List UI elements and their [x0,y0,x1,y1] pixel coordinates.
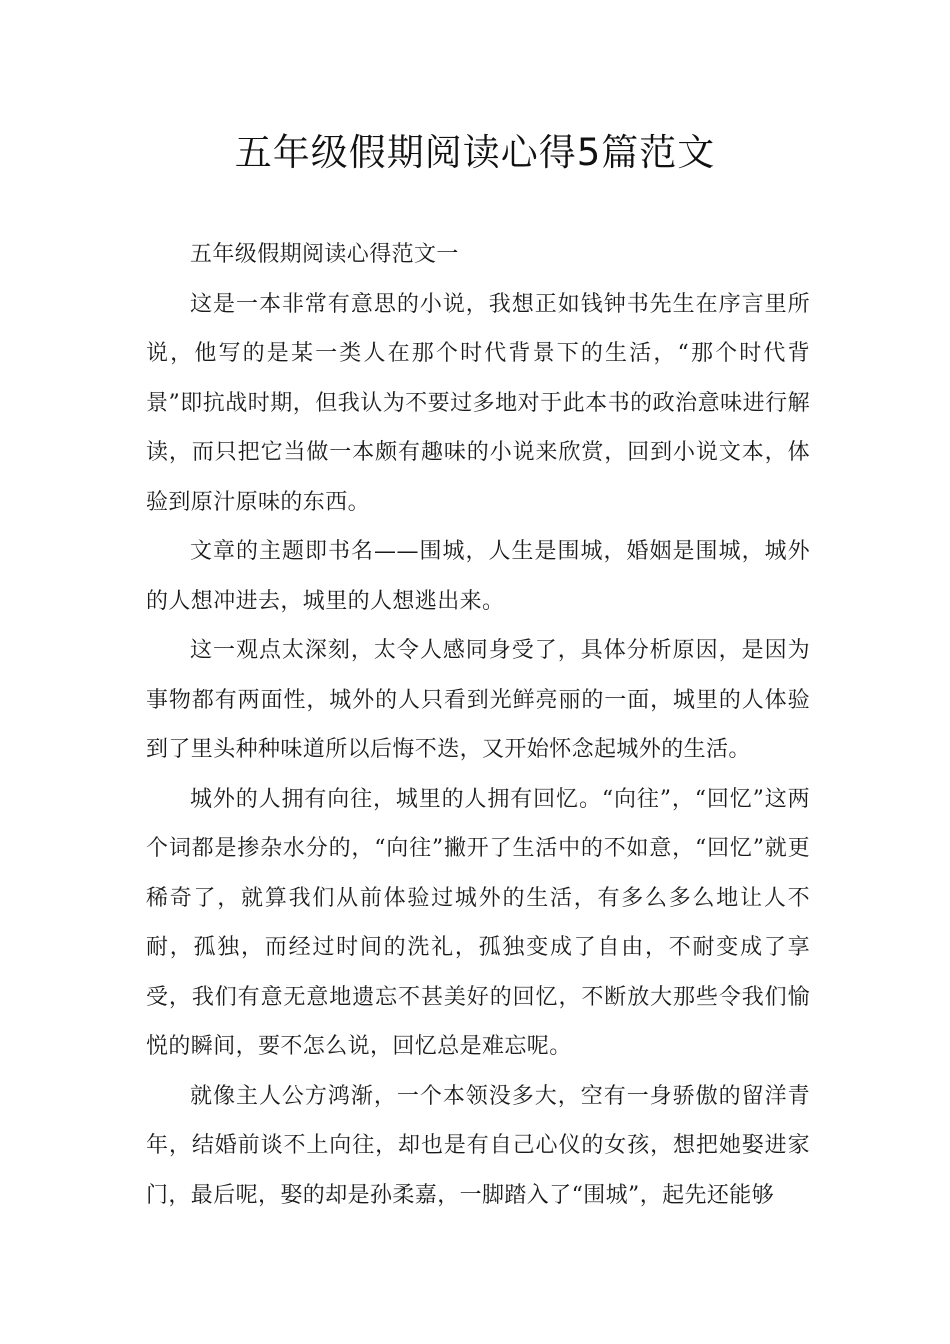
section-heading: 五年级假期阅读心得范文一 [190,242,459,267]
paragraph: 这一观点太深刻，太令人感同身受了，具体分析原因，是因为事物都有两面性，城外的人只看到光鲜亮丽的一面，城里的人体验到了里头种种味道所以后悔不迭，又开始怀念起城外的生活。 [146,638,810,762]
document-title: 五年级假期阅读心得5篇范文 [234,131,716,174]
paragraph: 城外的人拥有向往，城里的人拥有回忆。“向往”，“回忆”这两个词都是掺杂水分的，“向往”撇开了生活中的不如意，“回忆”就更稀奇了，就算我们从前体验过城外的生活，有多么多么地让人不耐，孤独，而经过时间的洗礼，孤独变成了自由，不耐变成了享受，我们有意无意地遗忘不甚美好的回忆，不断放大那些令我们愉悦的瞬间，要不怎么说，回忆总是难忘呢。 [146,786,810,1059]
paragraph: 这是一本非常有意思的小说，我想正如钱钟书先生在序言里所说，他写的是某一类人在那个时代背景下的生活，“那个时代背景”即抗战时期，但我认为不要过多地对于此本书的政治意味进行解读，而只把它当做一本颇有趣味的小说来欣赏，回到小说文本，体验到原汁原味的东西。 [146,291,810,515]
paragraph: 文章的主题即书名——围城，人生是围城，婚姻是围城，城外的人想冲进去，城里的人想逃出来。 [146,539,810,614]
paragraph: 就像主人公方鸿渐，一个本领没多大，空有一身骄傲的留洋青年，结婚前谈不上向往，却也是有自己心仪的女孩，想把她娶进家门，最后呢，娶的却是孙柔嘉，一脚踏入了“围城”，起先还能够 [146,1083,810,1208]
document-body [146,230,810,1220]
